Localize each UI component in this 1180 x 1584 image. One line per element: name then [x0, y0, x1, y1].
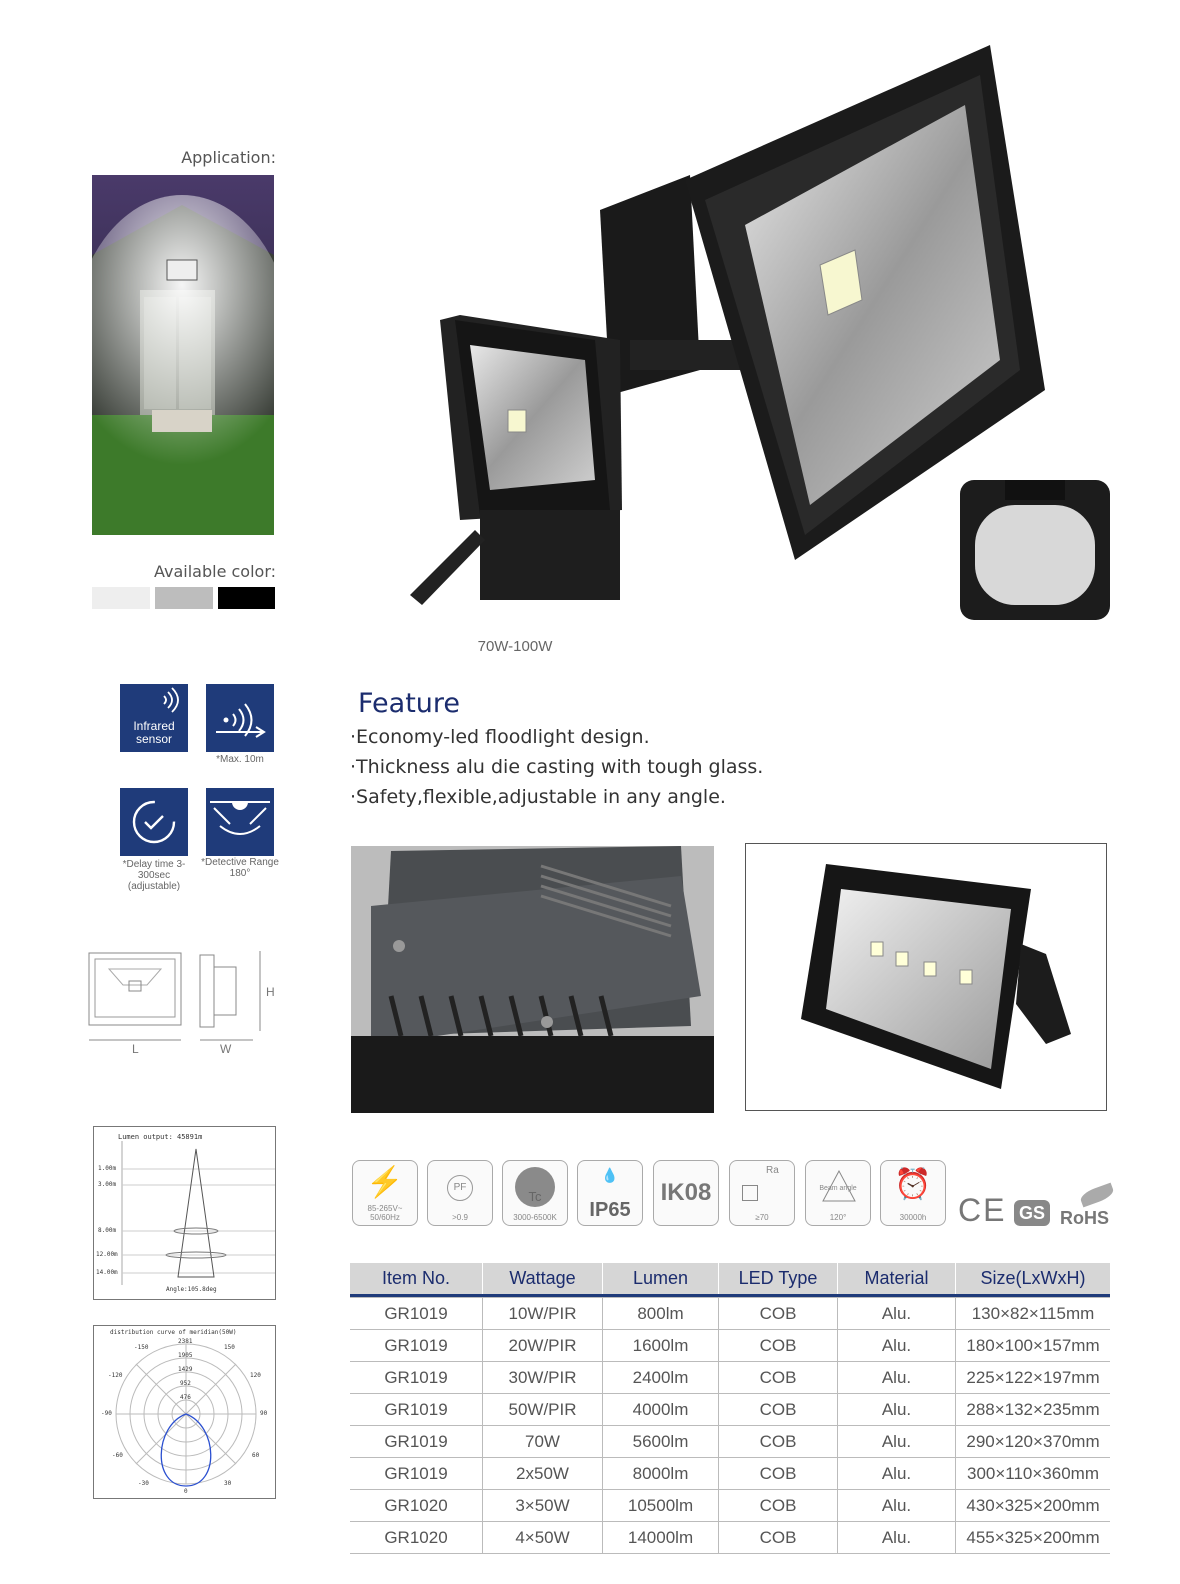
polar-angle-label: 90: [260, 1410, 268, 1417]
table-cell: COB: [719, 1330, 838, 1362]
table-cell: Alu.: [838, 1362, 956, 1394]
table-cell: GR1020: [350, 1490, 483, 1522]
product-hero-image: [400, 40, 1120, 640]
voltage-glyph: ⚡: [366, 1166, 404, 1199]
table-cell: 3×50W: [483, 1490, 603, 1522]
dimension-w: W: [220, 1042, 232, 1056]
table-cell: 180×100×157mm: [956, 1330, 1111, 1362]
table-cell: 1600lm: [603, 1330, 719, 1362]
table-cell: COB: [719, 1522, 838, 1554]
feature-item: ·Economy-led floodlight design.: [350, 726, 650, 748]
table-cell: GR1020: [350, 1522, 483, 1554]
color-swatch-white: [92, 587, 150, 609]
lifetime-icon: [880, 1160, 946, 1226]
polar-ring-label: 1905: [178, 1352, 193, 1359]
table-cell: 20W/PIR: [483, 1330, 603, 1362]
cct-caption: 3000-6500K: [513, 1213, 557, 1222]
table-cell: 5600lm: [603, 1426, 719, 1458]
table-cell: 4×50W: [483, 1522, 603, 1554]
table-cell: COB: [719, 1426, 838, 1458]
spec-table-header: [350, 1263, 1110, 1294]
table-cell: Alu.: [838, 1490, 956, 1522]
feature-item: ·Thickness alu die casting with tough glass.: [350, 756, 764, 778]
table-cell: 30W/PIR: [483, 1362, 603, 1394]
polar-angle-label: 60: [252, 1452, 260, 1459]
lumen-height-label: 1.00m: [98, 1165, 117, 1172]
table-cell: GR1019: [350, 1330, 483, 1362]
table-cell: 8000lm: [603, 1458, 719, 1490]
detective-range-icon: [206, 788, 274, 856]
table-row: [350, 1426, 1110, 1458]
color-swatch-black: [218, 587, 275, 609]
polar-chart-title: distribution curve of meridian(50W): [110, 1329, 237, 1336]
polar-ring-label: 2381: [178, 1338, 193, 1345]
200w-floodlight-photo: [745, 843, 1107, 1111]
lumen-chart: [93, 1126, 276, 1300]
table-row: [350, 1362, 1110, 1394]
table-cell: COB: [719, 1394, 838, 1426]
table-cell: COB: [719, 1490, 838, 1522]
feature-list: [350, 722, 763, 812]
table-row: [350, 1330, 1110, 1362]
polar-ring-label: 476: [180, 1394, 191, 1401]
cct-icon: [502, 1160, 568, 1226]
table-cell: Alu.: [838, 1298, 956, 1330]
beam-angle-caption: 120°: [829, 1213, 847, 1222]
table-cell: 70W: [483, 1426, 603, 1458]
header-item-no: Item No.: [350, 1263, 483, 1294]
table-cell: 2x50W: [483, 1458, 603, 1490]
header-lumen: Lumen: [603, 1263, 719, 1294]
delay-time-icon: [120, 788, 188, 856]
table-cell: 455×325×200mm: [956, 1522, 1111, 1554]
table-cell: 14000lm: [603, 1522, 719, 1554]
table-cell: 4000lm: [603, 1394, 719, 1426]
table-row: [350, 1458, 1110, 1490]
polar-distribution-chart: [93, 1325, 276, 1499]
table-cell: 2400lm: [603, 1362, 719, 1394]
table-cell: Alu.: [838, 1426, 956, 1458]
table-cell: Alu.: [838, 1330, 956, 1362]
lumen-chart-title: Lumen output: 45891m: [118, 1133, 203, 1141]
dimension-drawing: [85, 945, 280, 1060]
polar-angle-label: -60: [112, 1452, 123, 1459]
lumen-height-label: 8.00m: [98, 1227, 117, 1234]
table-cell: Alu.: [838, 1458, 956, 1490]
color-swatch-grey: [155, 587, 213, 609]
spec-table: [350, 1263, 1110, 1554]
leaf-icon: [1079, 1183, 1116, 1208]
lumen-angle: Angle:105.8deg: [166, 1286, 217, 1293]
feature-title: Feature: [358, 688, 461, 719]
lumen-height-label: 3.00m: [98, 1181, 117, 1188]
pf-caption: >0.9: [452, 1213, 468, 1222]
infrared-sensor-label: Infrared sensor: [133, 719, 175, 746]
table-row: [350, 1394, 1110, 1426]
table-cell: 130×82×115mm: [956, 1298, 1111, 1330]
infrared-sensor-icon: [120, 684, 188, 752]
table-cell: 10500lm: [603, 1490, 719, 1522]
pf-glyph: PF: [447, 1175, 473, 1201]
ra-glyph: Ra: [766, 1165, 779, 1176]
ip65-glyph: IP65: [589, 1199, 631, 1221]
polar-ring-label: 952: [180, 1380, 191, 1387]
header-size: Size(LxWxH): [956, 1263, 1111, 1294]
range-icon: [206, 684, 274, 752]
table-row: [350, 1490, 1110, 1522]
dimension-h: H: [266, 985, 275, 999]
detective-range-caption: *Detective Range 180°: [201, 857, 279, 879]
table-cell: 300×110×360mm: [956, 1458, 1111, 1490]
polar-angle-label: 120: [250, 1372, 261, 1379]
table-cell: 800lm: [603, 1298, 719, 1330]
ce-mark: CE: [958, 1192, 1007, 1228]
heatsink-detail-photo: [351, 846, 714, 1113]
range-caption: *Max. 10m: [216, 754, 264, 765]
table-cell: 430×325×200mm: [956, 1490, 1111, 1522]
lifetime-caption: 30000h: [899, 1213, 927, 1222]
header-led-type: LED Type: [719, 1263, 838, 1294]
table-cell: COB: [719, 1298, 838, 1330]
polar-angle-label: 0: [184, 1488, 188, 1495]
polar-ring-label: 1429: [178, 1366, 193, 1373]
table-cell: 225×122×197mm: [956, 1362, 1111, 1394]
feature-item: ·Safety,flexible,adjustable in any angle.: [350, 786, 726, 808]
polar-angle-label: -90: [101, 1410, 112, 1417]
cct-glyph: Tc: [528, 1189, 542, 1204]
table-cell: GR1019: [350, 1394, 483, 1426]
delay-time-caption: *Delay time 3-300sec (adjustable): [122, 859, 186, 892]
dimension-l: L: [132, 1042, 139, 1056]
application-photo: [92, 175, 274, 535]
ip65-icon: 💧 IP65: [577, 1160, 643, 1226]
header-wattage: Wattage: [483, 1263, 603, 1294]
table-cell: 288×132×235mm: [956, 1394, 1111, 1426]
polar-angle-label: -120: [108, 1372, 123, 1379]
table-cell: 50W/PIR: [483, 1394, 603, 1426]
ra-caption: ≥70: [755, 1213, 769, 1222]
rohs-mark: RoHS: [1060, 1208, 1109, 1228]
table-cell: 290×120×370mm: [956, 1426, 1111, 1458]
table-cell: 10W/PIR: [483, 1298, 603, 1330]
polar-angle-label: -150: [134, 1344, 149, 1351]
table-row: [350, 1298, 1110, 1330]
application-label: Application:: [181, 148, 276, 167]
ik08-icon: [653, 1160, 719, 1226]
table-cell: COB: [719, 1458, 838, 1490]
product-caption: 70W-100W: [477, 638, 553, 655]
lumen-height-label: 14.00m: [96, 1269, 118, 1276]
header-material: Material: [838, 1263, 956, 1294]
beam-angle-icon: [805, 1160, 871, 1226]
lifetime-glyph: ⏰: [894, 1168, 932, 1201]
table-cell: GR1019: [350, 1458, 483, 1490]
table-cell: GR1019: [350, 1298, 483, 1330]
gs-mark: GS: [1014, 1200, 1050, 1226]
polar-angle-label: 150: [224, 1344, 235, 1351]
table-cell: Alu.: [838, 1522, 956, 1554]
voltage-icon: [352, 1160, 418, 1226]
lumen-height-label: 12.00m: [96, 1251, 118, 1258]
polar-angle-label: -30: [138, 1480, 149, 1487]
table-row: [350, 1522, 1110, 1554]
beam-angle-glyph: Beam angle: [819, 1185, 857, 1192]
ra-icon: [729, 1160, 795, 1226]
table-cell: GR1019: [350, 1362, 483, 1394]
ik08-glyph: IK08: [660, 1179, 712, 1206]
pf-icon: [427, 1160, 493, 1226]
table-cell: Alu.: [838, 1394, 956, 1426]
polar-angle-label: 30: [224, 1480, 232, 1487]
table-cell: COB: [719, 1362, 838, 1394]
available-color-label: Available color:: [153, 562, 276, 581]
voltage-caption: 85-265V~ 50/60Hz: [367, 1204, 403, 1222]
table-cell: GR1019: [350, 1426, 483, 1458]
